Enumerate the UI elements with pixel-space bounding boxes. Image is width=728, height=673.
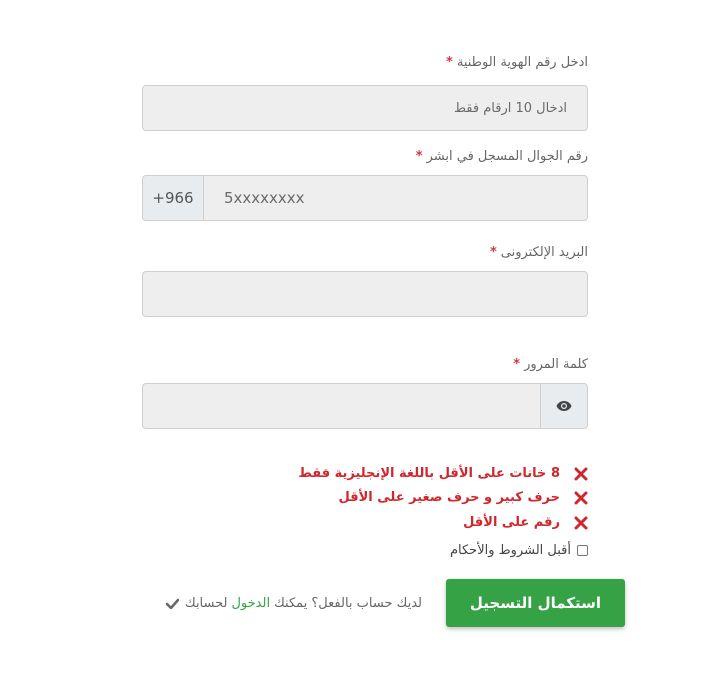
show-password-button[interactable] — [540, 384, 587, 428]
password-label — [513, 357, 588, 372]
complete-registration-button[interactable]: استكمال التسجيل — [446, 579, 625, 627]
mobile-input[interactable] — [204, 176, 587, 220]
cross-icon — [574, 516, 588, 530]
check-icon — [166, 598, 179, 609]
required-mark: * — [415, 149, 423, 164]
terms-row — [450, 543, 588, 558]
login-prompt-suffix: لحسابك — [184, 596, 228, 611]
cross-icon — [574, 491, 588, 505]
national-id-label — [446, 55, 588, 70]
email-label-text: البريد الإلكترونى — [500, 245, 588, 260]
email-field — [142, 271, 588, 317]
national-id-input[interactable] — [143, 86, 587, 130]
required-mark: * — [489, 245, 497, 260]
login-prompt-text: لديك حساب بالفعل؟ يمكنك — [274, 596, 422, 611]
password-rule-text: رقم على الأقل — [463, 515, 560, 530]
national-id-label-text: ادخل رقم الهوية الوطنية — [456, 55, 588, 70]
required-mark: * — [513, 357, 521, 372]
country-code-prefix: +966 — [143, 176, 204, 220]
eye-icon — [556, 400, 572, 412]
mobile-label-text: رقم الجوال المسجل في ابشر — [426, 149, 588, 164]
national-id-field — [142, 85, 588, 131]
password-input[interactable] — [143, 384, 540, 428]
password-rule-case — [339, 490, 589, 505]
password-label-text: كلمة المرور — [524, 357, 588, 372]
cross-icon — [574, 467, 588, 481]
required-mark: * — [446, 55, 453, 70]
login-prompt — [166, 596, 422, 611]
login-link[interactable]: الدخول — [231, 596, 271, 611]
password-rule-text: حرف كبير و حرف صغير على الأقل — [338, 490, 560, 505]
password-field — [142, 383, 588, 429]
password-rule-text: 8 خانات على الأقل باللغة الإنجليزية فقط — [298, 466, 560, 481]
password-rule-number — [463, 515, 588, 530]
registration-form — [140, 0, 588, 673]
email-label — [490, 245, 588, 260]
email-input[interactable] — [143, 272, 587, 316]
password-rule-length — [298, 466, 588, 481]
mobile-field — [142, 175, 588, 221]
mobile-label — [416, 149, 588, 164]
terms-label[interactable]: أقبل الشروط والأحكام — [449, 543, 571, 558]
terms-checkbox[interactable] — [577, 545, 588, 556]
